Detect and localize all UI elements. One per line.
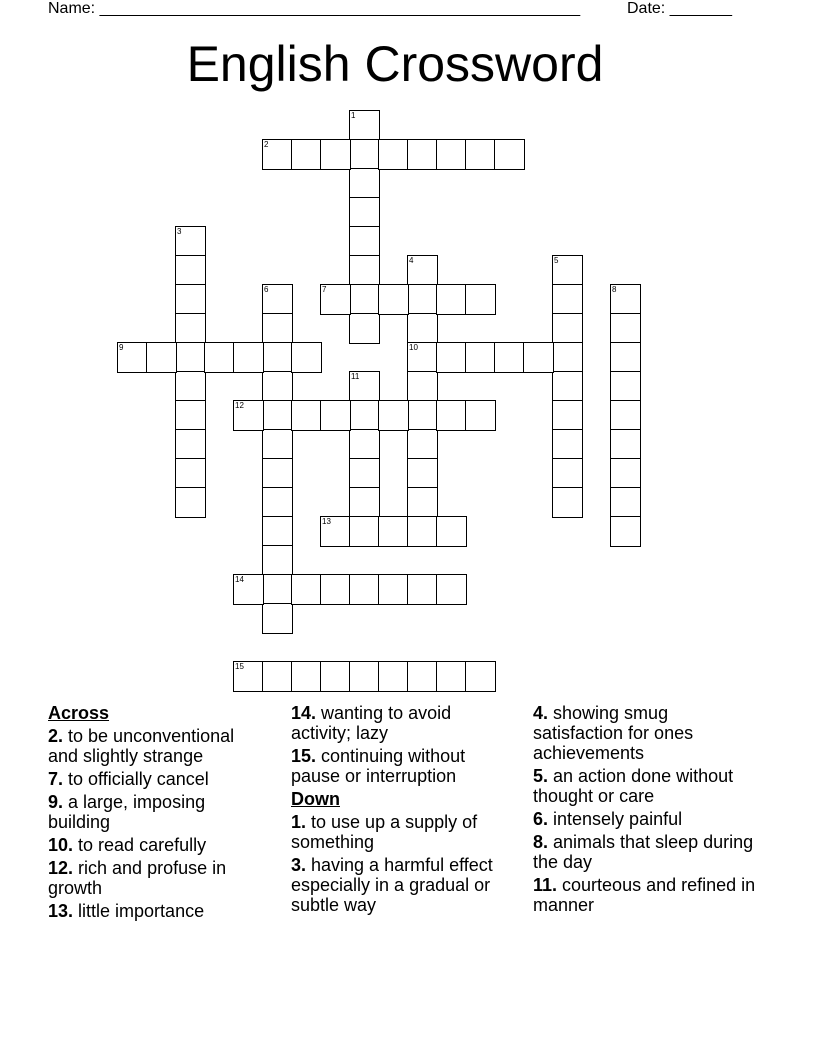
crossword-cell[interactable]	[349, 255, 380, 286]
cell-number: 11	[351, 372, 360, 381]
crossword-cell[interactable]	[436, 139, 467, 170]
cell-number: 12	[235, 401, 244, 410]
crossword-cell[interactable]	[436, 574, 467, 605]
clue-number: 3.	[291, 855, 307, 875]
crossword-cell[interactable]	[465, 661, 496, 692]
crossword-cell[interactable]	[291, 661, 322, 692]
crossword-cell[interactable]	[175, 429, 206, 460]
crossword-cell[interactable]	[552, 458, 583, 489]
crossword-cell[interactable]	[320, 139, 351, 170]
crossword-cell[interactable]	[610, 284, 641, 315]
clue-list-across-2	[291, 703, 506, 786]
clue-number: 8.	[533, 832, 549, 852]
crossword-cell[interactable]	[349, 197, 380, 228]
crossword-cell[interactable]	[407, 371, 438, 402]
crossword-cell[interactable]	[552, 487, 583, 518]
clue-column-1	[48, 703, 263, 924]
crossword-cell[interactable]	[146, 342, 177, 373]
crossword-cell[interactable]	[262, 284, 293, 315]
clue-text: to use up a supply of something	[291, 812, 478, 852]
clue-item	[533, 875, 758, 915]
crossword-cell[interactable]	[349, 429, 380, 460]
crossword-cell[interactable]	[378, 139, 409, 170]
crossword-cell[interactable]	[494, 139, 525, 170]
crossword-cell[interactable]	[610, 400, 641, 431]
crossword-cell[interactable]	[407, 284, 438, 315]
crossword-cell[interactable]	[175, 284, 206, 315]
crossword-cell[interactable]	[436, 284, 467, 315]
cell-number: 8	[612, 285, 617, 294]
clue-list-down-2	[533, 703, 758, 915]
clue-text: animals that sleep during the day	[533, 832, 754, 872]
crossword-cell[interactable]	[262, 661, 293, 692]
clue-text: little importance	[73, 901, 205, 921]
clue-column-3	[533, 703, 758, 918]
crossword-cell[interactable]	[349, 371, 380, 402]
crossword-cell[interactable]	[349, 284, 380, 315]
crossword-cell[interactable]	[262, 342, 293, 373]
crossword-cell[interactable]	[378, 661, 409, 692]
clue-number: 2.	[48, 726, 64, 746]
crossword-cell[interactable]	[291, 574, 322, 605]
crossword-cell[interactable]	[407, 574, 438, 605]
cell-number: 9	[119, 343, 124, 352]
clue-item	[48, 769, 263, 789]
crossword-cell[interactable]	[610, 429, 641, 460]
crossword-cell[interactable]	[320, 661, 351, 692]
crossword-cell[interactable]	[523, 342, 554, 373]
crossword-cell[interactable]	[262, 603, 293, 634]
crossword-cell[interactable]	[291, 400, 322, 431]
crossword-cell[interactable]	[233, 661, 264, 692]
crossword-cell[interactable]	[436, 516, 467, 547]
clue-number: 10.	[48, 835, 74, 855]
crossword-cell[interactable]	[407, 458, 438, 489]
clue-number: 1.	[291, 812, 307, 832]
crossword-cell[interactable]	[407, 429, 438, 460]
crossword-cell[interactable]	[552, 284, 583, 315]
crossword-cell[interactable]	[407, 139, 438, 170]
crossword-cell[interactable]	[175, 371, 206, 402]
crossword-cell[interactable]	[465, 342, 496, 373]
crossword-cell[interactable]	[378, 284, 409, 315]
crossword-cell[interactable]	[349, 139, 380, 170]
clue-number: 11.	[533, 875, 558, 895]
clue-text: intensely painful	[548, 809, 683, 829]
crossword-cell[interactable]	[494, 342, 525, 373]
crossword-cell[interactable]	[465, 284, 496, 315]
crossword-cell[interactable]	[233, 574, 264, 605]
crossword-cell[interactable]	[175, 313, 206, 344]
crossword-cell[interactable]	[349, 661, 380, 692]
crossword-cell[interactable]	[233, 342, 264, 373]
clue-item	[48, 792, 263, 832]
crossword-cell[interactable]	[262, 139, 293, 170]
clue-number: 13.	[48, 901, 74, 921]
name-line: Name: ______________________________________________________	[48, 0, 581, 17]
crossword-cell[interactable]	[349, 487, 380, 518]
crossword-cell[interactable]	[349, 400, 380, 431]
clue-item	[291, 855, 506, 915]
crossword-cell[interactable]	[610, 458, 641, 489]
clue-number: 7.	[48, 769, 64, 789]
clue-item	[48, 901, 263, 921]
cell-number: 4	[409, 256, 414, 265]
crossword-cell[interactable]	[291, 342, 322, 373]
clue-number: 15.	[291, 746, 317, 766]
clue-text: showing smug satisfaction for ones achievements	[533, 703, 694, 763]
clue-text: having a harmful effect especially in a gradual or subtle way	[291, 855, 493, 915]
crossword-cell[interactable]	[262, 400, 293, 431]
crossword-cell[interactable]	[552, 400, 583, 431]
crossword-cell[interactable]	[175, 255, 206, 286]
crossword-cell[interactable]	[407, 487, 438, 518]
clue-text: to officially cancel	[63, 769, 209, 789]
crossword-cell[interactable]	[320, 516, 351, 547]
crossword-cell[interactable]	[407, 313, 438, 344]
clue-text: an action done without thought or care	[533, 766, 734, 806]
crossword-cell[interactable]	[465, 139, 496, 170]
crossword-cell[interactable]	[436, 661, 467, 692]
crossword-cell[interactable]	[349, 458, 380, 489]
crossword-cell[interactable]	[262, 458, 293, 489]
crossword-cell[interactable]	[262, 487, 293, 518]
clue-text: to read carefully	[73, 835, 207, 855]
clue-number: 9.	[48, 792, 64, 812]
crossword-cell[interactable]	[407, 400, 438, 431]
crossword-cell[interactable]	[407, 342, 438, 373]
clue-item	[48, 726, 263, 766]
cell-number: 7	[322, 285, 327, 294]
crossword-cell[interactable]	[262, 574, 293, 605]
clue-item	[533, 766, 758, 806]
clue-number: 14.	[291, 703, 317, 723]
crossword-cell[interactable]	[117, 342, 148, 373]
clue-text: wanting to avoid activity; lazy	[291, 703, 452, 743]
cell-number: 13	[322, 517, 331, 526]
crossword-cell[interactable]	[349, 226, 380, 257]
crossword-cell[interactable]	[291, 139, 322, 170]
clue-item	[533, 832, 758, 872]
cell-number: 2	[264, 140, 269, 149]
cell-number: 5	[554, 256, 559, 265]
clue-text: courteous and refined in manner	[533, 875, 756, 915]
clue-column-2	[291, 703, 506, 918]
crossword-cell[interactable]	[552, 429, 583, 460]
down-heading: Down	[291, 789, 340, 809]
cell-number: 15	[235, 662, 244, 671]
crossword-cell[interactable]	[262, 371, 293, 402]
crossword-cell[interactable]	[378, 516, 409, 547]
crossword-cell[interactable]	[204, 342, 235, 373]
crossword-cell[interactable]	[175, 487, 206, 518]
cell-number: 6	[264, 285, 269, 294]
cell-number: 3	[177, 227, 182, 236]
clue-item	[291, 703, 506, 743]
cell-number: 10	[409, 343, 418, 352]
crossword-cell[interactable]	[175, 458, 206, 489]
crossword-cell[interactable]	[465, 400, 496, 431]
crossword-cell[interactable]	[552, 342, 583, 373]
crossword-cell[interactable]	[262, 313, 293, 344]
clue-item	[48, 835, 263, 855]
clue-number: 6.	[533, 809, 549, 829]
clue-item	[291, 746, 506, 786]
crossword-cell[interactable]	[262, 429, 293, 460]
clue-item	[48, 858, 263, 898]
crossword-cell[interactable]	[262, 545, 293, 576]
crossword-cell[interactable]	[320, 284, 351, 315]
clue-number: 4.	[533, 703, 549, 723]
crossword-cell[interactable]	[407, 255, 438, 286]
crossword-cell[interactable]	[349, 313, 380, 344]
clue-text: rich and profuse in growth	[48, 858, 227, 898]
clue-number: 12.	[48, 858, 74, 878]
crossword-cell[interactable]	[175, 400, 206, 431]
crossword-cell[interactable]	[378, 400, 409, 431]
clue-list-down-1	[291, 812, 506, 915]
crossword-cell[interactable]	[320, 574, 351, 605]
crossword-cell[interactable]	[407, 661, 438, 692]
across-heading: Across	[48, 703, 110, 723]
crossword-cell[interactable]	[320, 400, 351, 431]
crossword-cell[interactable]	[610, 342, 641, 373]
date-line: Date: _______	[627, 0, 732, 17]
crossword-cell[interactable]	[378, 574, 409, 605]
crossword-cell[interactable]	[349, 110, 380, 141]
crossword-cell[interactable]	[436, 342, 467, 373]
page-title: English Crossword	[186, 36, 604, 92]
cell-number: 14	[235, 575, 244, 584]
crossword-cell[interactable]	[349, 516, 380, 547]
clue-list-across-1	[48, 726, 263, 921]
crossword-cell[interactable]	[175, 226, 206, 257]
crossword-cell[interactable]	[175, 342, 206, 373]
clue-text: to be unconventional and slightly strange	[48, 726, 235, 766]
clue-item	[533, 703, 758, 763]
crossword-cell[interactable]	[552, 371, 583, 402]
clue-number: 5.	[533, 766, 549, 786]
crossword-cell[interactable]	[552, 255, 583, 286]
clue-text: a large, imposing building	[48, 792, 206, 832]
crossword-cell[interactable]	[610, 371, 641, 402]
crossword-cell[interactable]	[233, 400, 264, 431]
crossword-cell[interactable]	[349, 574, 380, 605]
clue-item	[291, 812, 506, 852]
clue-item	[533, 809, 758, 829]
crossword-cell[interactable]	[349, 168, 380, 199]
clue-text: continuing without pause or interruption	[291, 746, 466, 786]
crossword-cell[interactable]	[552, 313, 583, 344]
crossword-cell[interactable]	[407, 516, 438, 547]
crossword-cell[interactable]	[610, 487, 641, 518]
crossword-cell[interactable]	[610, 516, 641, 547]
crossword-cell[interactable]	[610, 313, 641, 344]
crossword-cell[interactable]	[436, 400, 467, 431]
crossword-cell[interactable]	[262, 516, 293, 547]
cell-number: 1	[351, 111, 356, 120]
